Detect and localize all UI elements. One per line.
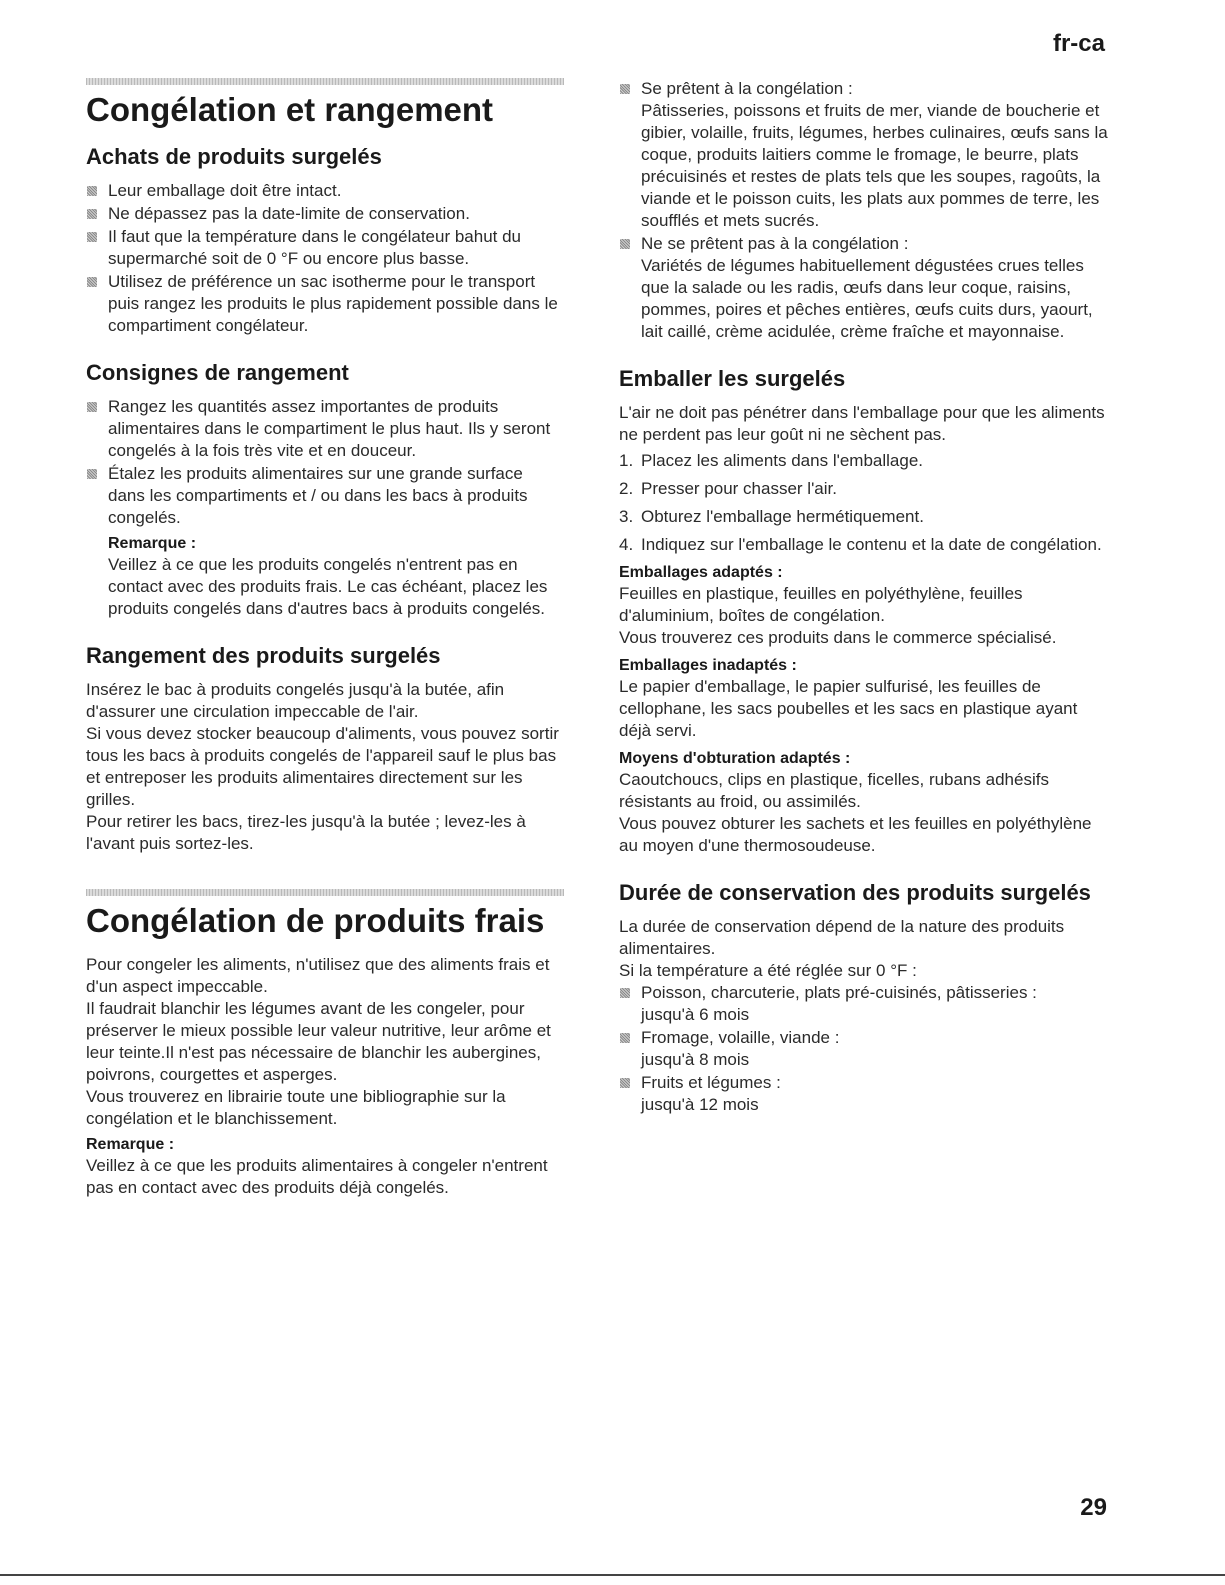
list-item-text: jusqu'à 8 mois [641,1050,750,1069]
subblock-inadaptes [619,655,1109,742]
paragraph: Il faudrait blanchir les légumes avant de les congeler, pour préserver le mieux possible leur valeur nutritive, leur arôme et leur teinte.Il n'est pas nécessaire de blanchir les aubergines, poivrons, courgettes et asperges. [86,999,551,1084]
list-item-text: Rangez les quantités assez importantes de produits alimentaires dans le compartiment le plus haut. Ils y seront congelés à la fois très vite et en douceur. [108,397,551,460]
paragraph: Le papier d'emballage, le papier sulfurisé, les feuilles de cellophane, les sacs poubelles et les sacs en plastique ayant déjà servi. [619,677,1078,740]
list-item [619,506,1109,528]
subblock-moyens [619,748,1109,857]
list-item-text: jusqu'à 6 mois [641,1005,750,1024]
paragraph: Pour retirer les bacs, tirez-les jusqu'à la butée ; levez-les à l'avant puis sortez-les. [86,812,526,853]
list-item [619,450,1109,472]
paragraph: Si la température a été réglée sur 0 °F : [619,961,917,980]
list-item-text: Ne dépassez pas la date-limite de conservation. [108,204,470,223]
bullet-icon [620,84,630,94]
bullet-icon [87,232,97,242]
note-text: Veillez à ce que les produits alimentaires à congeler n'entrent pas en contact avec des produits déjà congelés. [86,1156,548,1197]
list-item-head: Poisson, charcuterie, plats pré-cuisinés, pâtisseries : [641,983,1037,1002]
paragraph: L'air ne doit pas pénétrer dans l'emballage pour que les aliments ne perdent pas leur goût ni ne sèchent pas. [619,403,1105,444]
paragraph: La durée de conservation dépend de la nature des produits alimentaires. [619,917,1065,958]
list-item-text: Pâtisseries, poissons et fruits de mer, viande de boucherie et gibier, volaille, fruits, légumes, herbes culinaires, œufs sans la coque, produits laitiers comme le fromage, le beurre, plats précuisinés et restes de plats tels que les soupes, ragoûts, la viande et le poisson cuits, les plats aux pommes de terre, les soufflés et mets sucrés. [641,101,1108,230]
list-item [86,271,564,337]
subblock-label: Moyens d'obturation adaptés : [619,750,851,767]
section-duree [619,879,1109,1116]
list-item-text: Leur emballage doit être intact. [108,181,342,200]
bullet-icon [620,239,630,249]
note [86,533,564,620]
paragraph: Vous pouvez obturer les sachets et les feuilles en polyéthylène au moyen d'une thermosoudeuse. [619,814,1092,855]
section-rule [86,78,564,85]
list-item-text: jusqu'à 12 mois [641,1095,759,1114]
numbered-list [619,450,1109,556]
section-title: Congélation et rangement [86,91,494,128]
list-item-text: Indiquez sur l'emballage le contenu et la date de congélation. [641,535,1102,554]
note-label: Remarque : [108,535,197,552]
paragraph: Pour congeler les aliments, n'utilisez que des aliments frais et d'un aspect impeccable. [86,955,550,996]
subsection-heading: Achats de produits surgelés [86,144,382,169]
step-number: 3. [619,507,634,526]
list-item-text: Variétés de légumes habituellement dégustées crues telles que la salade ou les radis, œufs dans leur coque, raisins, pommes, poires et pêches entières, œufs cuits durs, yaourt, lait caillé, crème acidulée, crème fraîche et mayonnaise. [641,256,1093,341]
section-title: Congélation de produits frais [86,902,545,939]
list-item [619,1027,1109,1071]
paragraph: Si vous devez stocker beaucoup d'aliments, vous pouvez sortir tous les bacs à produits congelés de l'appareil sauf le plus bas et entreposer les produits alimentaires directement sur les grilles. [86,724,559,809]
paragraph: Vous trouverez en librairie toute une bibliographie sur la congélation et le blanchissement. [86,1087,506,1128]
section-emballer [619,365,1109,857]
list-item [86,463,564,529]
bullet-list [86,180,564,337]
bullet-list [86,396,564,529]
list-item [86,203,564,225]
bullet-icon [87,402,97,412]
bullet-icon [87,209,97,219]
section-suitability [619,78,1109,343]
list-item [619,478,1109,500]
list-item-text: Placez les aliments dans l'emballage. [641,451,924,470]
subsection-heading: Durée de conservation des produits surgelés [619,880,1091,905]
list-item [619,982,1109,1026]
list-item [619,233,1109,343]
bullet-icon [87,469,97,479]
note-label: Remarque : [86,1136,175,1153]
list-item-head: Ne se prêtent pas à la congélation : [641,234,909,253]
list-item [86,396,564,462]
list-item [86,180,564,202]
paragraph: Insérez le bac à produits congelés jusqu'à la butée, afin d'assurer une circulation impeccable de l'air. [86,680,505,721]
step-number: 2. [619,479,634,498]
section-rangement [86,642,564,855]
list-item [619,534,1109,556]
bullet-icon [620,988,630,998]
subblock-label: Emballages inadaptés : [619,657,797,674]
subblock-label: Emballages adaptés : [619,564,783,581]
list-item [86,226,564,270]
list-item [619,78,1109,232]
bullet-list [619,78,1109,343]
list-item-head: Fruits et légumes : [641,1073,781,1092]
bullet-icon [87,186,97,196]
step-number: 4. [619,535,634,554]
bullet-icon [87,277,97,287]
paragraph: Vous trouverez ces produits dans le commerce spécialisé. [619,628,1057,647]
page-number: 29 [1080,1494,1107,1521]
bullet-list [619,982,1109,1116]
section-rule [86,889,564,896]
bullet-icon [620,1033,630,1043]
paragraph: Feuilles en plastique, feuilles en polyéthylène, feuilles d'aluminium, boîtes de congélation. [619,584,1023,625]
section-congelation-frais [86,889,564,1199]
section-consignes [86,359,564,620]
note [86,1134,564,1199]
subblock-adaptes [619,562,1109,649]
note-text: Veillez à ce que les produits congelés n'entrent pas en contact avec des produits frais. Le cas échéant, placez les produits congelés dans d'autres bacs à produits congelés. [108,555,548,618]
list-item-text: Presser pour chasser l'air. [641,479,837,498]
step-number: 1. [619,451,634,470]
list-item-text: Utilisez de préférence un sac isotherme pour le transport puis rangez les produits le plus rapidement possible dans le compartiment congélateur. [108,272,558,335]
list-item-text: Il faut que la température dans le congélateur bahut du supermarché soit de 0 °F ou encore plus basse. [108,227,522,268]
subsection-heading: Rangement des produits surgelés [86,643,441,668]
bottom-rule [0,1574,1225,1576]
list-item [619,1072,1109,1116]
paragraph: Caoutchoucs, clips en plastique, ficelles, rubans adhésifs résistants au froid, ou assimilés. [619,770,1049,811]
subsection-heading: Emballer les surgelés [619,366,846,391]
left-column [86,78,564,1199]
list-item-text: Étalez les produits alimentaires sur une grande surface dans les compartiments et / ou dans les bacs à produits congelés. [108,464,528,527]
section-achats [86,143,564,337]
right-column [619,78,1109,1138]
bullet-icon [620,1078,630,1088]
list-item-text: Obturez l'emballage hermétiquement. [641,507,924,526]
subsection-heading: Consignes de rangement [86,360,349,385]
language-code: fr-ca [1052,30,1105,57]
list-item-head: Fromage, volaille, viande : [641,1028,840,1047]
list-item-head: Se prêtent à la congélation : [641,79,853,98]
